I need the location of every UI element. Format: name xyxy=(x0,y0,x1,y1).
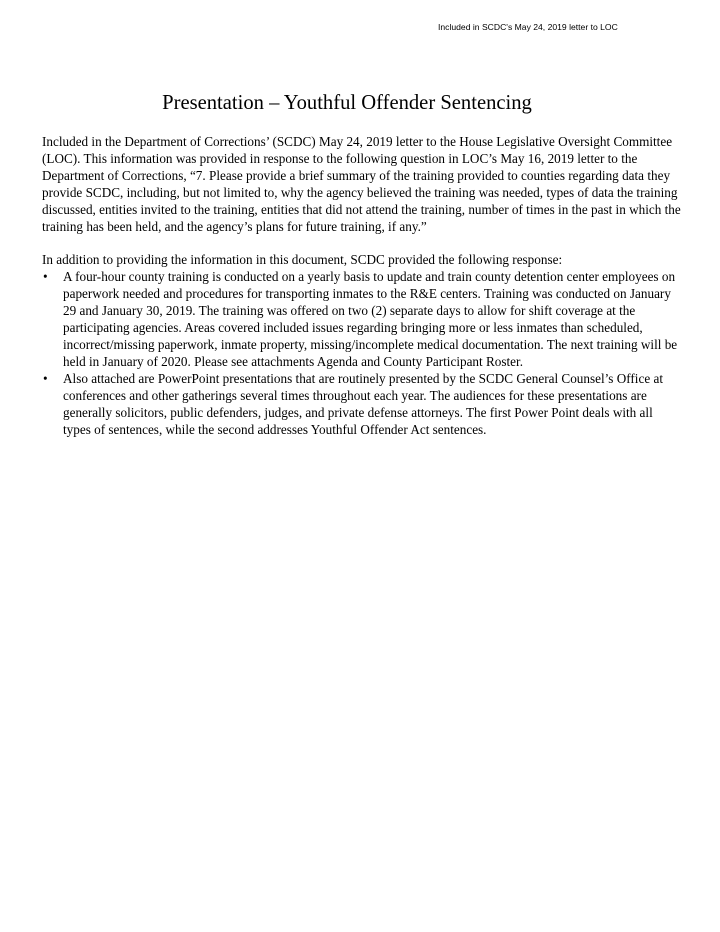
page-title: Presentation – Youthful Offender Sentencing xyxy=(162,92,532,114)
bullet-item-training xyxy=(42,269,682,370)
bullet-text-training: A four-hour county training is conducted on a yearly basis to update and train county detention center employees on paperwork needed and procedures for transporting inmates to the R&E centers. Training was conducted on January 29 and January 30, 2019. The training was offered on two (2) separate days to allow for shift coverage at the participating agencies. Areas covered included issues regarding bringing more or less inmates than scheduled, incorrect/missing paperwork, inmate property, missing/incomplete medical documentation. The next training will be held in January of 2020. Please see attachments Agenda and County Participant Roster. xyxy=(63,269,678,369)
response-bullet-list xyxy=(42,269,682,438)
bullet-icon: • xyxy=(43,370,48,386)
bullet-text-presentations: Also attached are PowerPoint presentations that are routinely presented by the SCDC General Counsel’s Office at conferences and other gatherings several times throughout each year. The audiences for these presentations are generally solicitors, public defenders, judges, and private defense attorneys. The first Power Point deals with all types of sentences, while the second addresses Youthful Offender Act sentences. xyxy=(63,370,663,437)
intro-paragraph: Included in the Department of Corrections’ (SCDC) May 24, 2019 letter to the House Legislative Oversight Committee (LOC). This information was provided in response to the following question in LOC’s May 16, 2019 letter to the Department of Corrections, “7. Please provide a brief summary of the training provided to counties regarding data they provide SCDC, including, but not limited to, why the agency believed the training was needed, types of data the training discussed, entities invited to the training, entities that did not attend the training, number of times in the past in which the training has been held, and the agency’s plans for future training, if any.” xyxy=(42,134,681,234)
document-body xyxy=(42,134,682,438)
lead-in-text: In addition to providing the information in this document, SCDC provided the following response: xyxy=(42,252,563,268)
header-note: Included in SCDC's May 24, 2019 letter to LOC xyxy=(438,22,618,32)
bullet-item-presentations xyxy=(42,371,682,439)
bullet-icon: • xyxy=(43,269,48,285)
